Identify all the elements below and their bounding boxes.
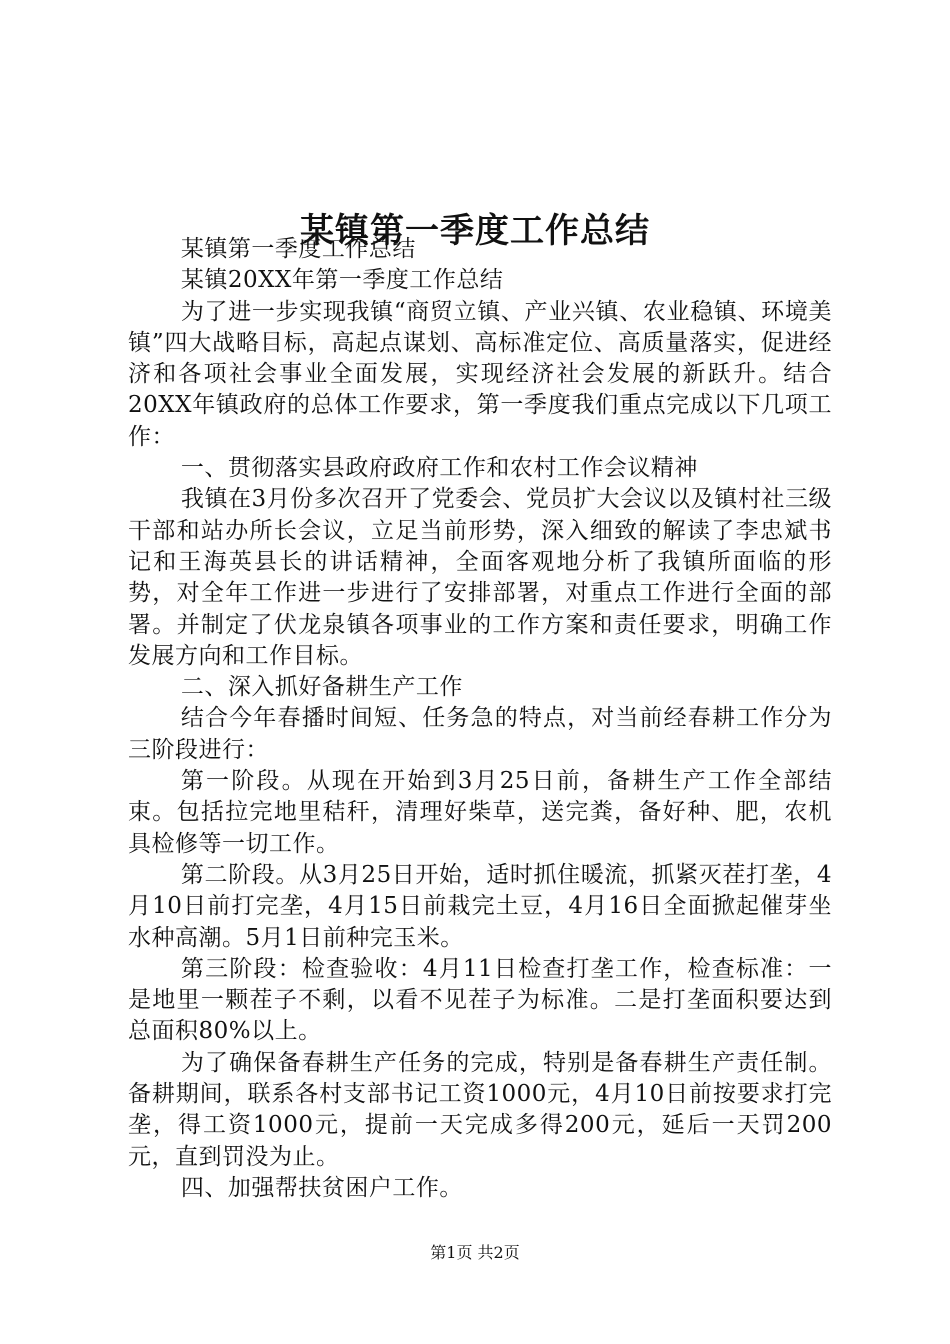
paragraph: 某镇第一季度工作总结 bbox=[180, 236, 416, 262]
paragraph: 第一阶段。从现在开始到3月25日前，备耕生产工作全部结束。包括拉完地里秸秆，清理好柴草，送完粪，备好种、肥，农机具检修等一切工作。 bbox=[128, 768, 832, 857]
paragraph: 第三阶段：检查验收：4月11日检查打垄工作，检查标准：一是地里一颗茬子不剩，以看不见茬子为标准。二是打垄面积要达到总面积80%以上。 bbox=[128, 955, 832, 1045]
page-indicator: 第1页 共2页 bbox=[430, 1243, 520, 1262]
document-body bbox=[128, 234, 832, 1204]
section-heading: 二、深入抓好备耕生产工作 bbox=[180, 674, 463, 701]
document-title: 某镇第一季度工作总结 bbox=[300, 210, 650, 251]
paragraph: 为了确保备春耕生产任务的完成，特别是备春耕生产责任制。备耕期间，联系各村支部书记工资1000元，4月10日前按要求打完垄，得工资1000元，提前一天完成多得200元，延后一天罚200元，直到罚没为止。 bbox=[128, 1049, 832, 1170]
section-heading: 四、加强帮扶贫困户工作。 bbox=[180, 1174, 463, 1201]
paragraph: 我镇在3月份多次召开了党委会、党员扩大会议以及镇村社三级干部和站办所长会议，立足当前形势，深入细致的解读了李忠斌书记和王海英县长的讲话精神，全面客观地分析了我镇所面临的形势，对全年工作进一步进行了安排部署，对重点工作进行全面的部署。并制定了伏龙泉镇各项事业的工作方案和责任要求，明确工作发展方向和工作目标。 bbox=[128, 486, 832, 669]
section-heading: 一、贯彻落实县政府政府工作和农村工作会议精神 bbox=[180, 455, 698, 482]
paragraph: 第二阶段。从3月25日开始，适时抓住暖流，抓紧灭茬打垄，4月10日前打完垄，4月15日前栽完土豆，4月16日全面掀起催芽坐水种高潮。5月1日前种完玉米。 bbox=[128, 861, 832, 951]
paragraph: 结合今年春播时间短、任务急的特点，对当前经春耕工作分为三阶段进行： bbox=[128, 705, 832, 763]
paragraph: 某镇20XX年第一季度工作总结 bbox=[180, 267, 504, 294]
paragraph: 为了进一步实现我镇“商贸立镇、产业兴镇、农业稳镇、环境美镇”四大战略目标，高起点谋划、高标准定位、高质量落实，促进经济和各项社会事业全面发展，实现经济社会发展的新跃升。结合20XX年镇政府的总体工作要求，第一季度我们重点完成以下几项工作： bbox=[128, 298, 832, 450]
